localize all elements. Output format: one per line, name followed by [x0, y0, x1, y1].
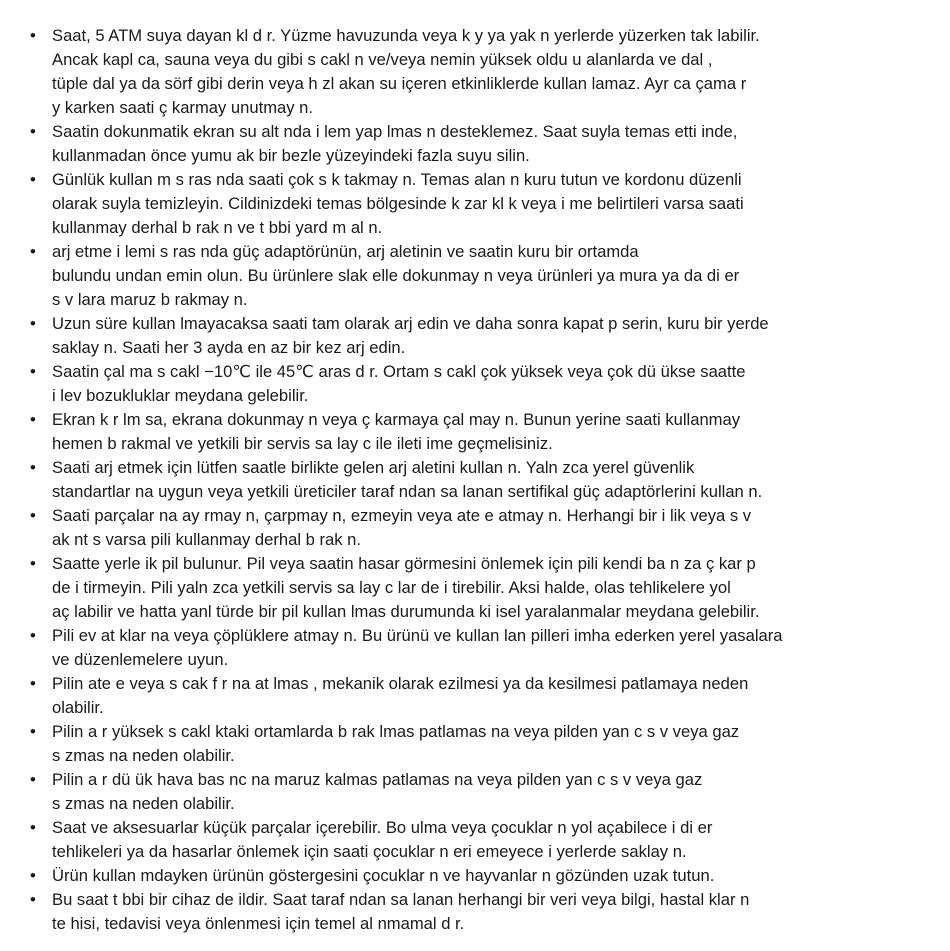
bullet-item-disassembly: • Saati parçalar na ay rmay n, çarpmay n, ezmeyin veya ate e atmay n. Herhangi bir i lik veya s v ak nt s varsa pili kullanmay derhal b rak n.: [30, 504, 928, 552]
bullet-item-operating-temperature: • Saatin çal ma s cakl −10℃ ile 45℃ aras d r. Ortam s cakl çok yüksek veya çok dü ükse saatte i lev bozukluklar meydana gelebilir.: [30, 360, 928, 408]
bullet-item-small-parts: • Saat ve aksesuarlar küçük parçalar içerebilir. Bo ulma veya çocuklar n yol açabilece i di er tehlikeleri ya da hasarlar önlemek için saati çocuklar n eri emeyece i yerlerde saklay n.: [30, 816, 928, 864]
bullet-item-long-storage: • Uzun süre kullan lmayacaksa saati tam olarak arj edin ve daha sonra kapat p serin, kuru bir yerde saklay n. Saati her 3 ayda en az bir kez arj edin.: [30, 312, 928, 360]
bullet-item-not-medical-device: • Bu saat t bbi bir cihaz de ildir. Saat taraf ndan sa lanan herhangi bir veri veya bilgi, hastal klar n te hisi, tedavisi veya önlenmesi için temel al nmamal d r.: [30, 888, 928, 936]
bullet-item-battery-fire: • Pilin ate e veya s cak f r na at lmas , mekanik olarak ezilmesi ya da kesilmesi patlamaya neden olabilir.: [30, 672, 928, 720]
bullet-item-water-resistance: • Saat, 5 ATM suya dayan kl d r. Yüzme havuzunda veya k y ya yak n yerlerde yüzerken tak labilir. Ancak kapl ca, sauna veya du gibi s cakl n ve/veya nemin yüksek oldu u alanlarda ve dal , tüple dal ya da sörf gibi derin veya h zl akan su içeren etkinliklerde kullan lamaz. Ayr ca çama r y karken saati ç karmay unutmay n.: [30, 24, 928, 120]
bullet-item-battery-pressure: • Pilin a r dü ük hava bas nc na maruz kalmas patlamas na veya pilden yan c s v veya gaz s zmas na neden olabilir.: [30, 768, 928, 816]
bullet-item-battery-disposal: • Pili ev at klar na veya çöplüklere atmay n. Bu ürünü ve kullan lan pilleri imha ederken yerel yasalara ve düzenlemelere uyun.: [30, 624, 928, 672]
bullet-item-charger-use: • Saati arj etmek için lütfen saatle birlikte gelen arj aletini kullan n. Yaln zca yerel güvenlik standartlar na uygun veya yetkili üreticiler taraf ndan sa lanan sertifikal güç adaptörlerini kullan n.: [30, 456, 928, 504]
bullet-item-daily-wear: • Günlük kullan m s ras nda saati çok s k takmay n. Temas alan n kuru tutun ve kordonu düzenli olarak suyla temizleyin. Cildinizdeki temas bölgesinde k zar kl k veya i me belirtileri varsa saati kullanmay derhal b rak n ve t bbi yard m al n.: [30, 168, 928, 240]
bullet-item-charging-dry: • arj etme i lemi s ras nda güç adaptörünün, arj aletinin ve saatin kuru bir ortamda bulundu undan emin olun. Bu ürünlere slak elle dokunmay n veya ürünleri ya mura ya da di er s v lara maruz b rakmay n.: [30, 240, 928, 312]
bullet-item-broken-screen: • Ekran k r lm sa, ekrana dokunmay n veya ç karmaya çal may n. Bunun yerine saati kullanmay hemen b rakmal ve yetkili bir servis sa lay c ile ileti ime geçmelisiniz.: [30, 408, 928, 456]
bullet-item-built-in-battery: • Saatte yerle ik pil bulunur. Pil veya saatin hasar görmesini önlemek için pili kendi ba n za ç kar p de i tirmeyin. Pili yaln zca yetkili servis sa lay c lar de i tirebilir. Aksi halde, olas tehlikelere yol aç labilir ve hatta yanl türde bir pil kullan lmas durumunda ki isel yaralanmalar meydana gelebilir.: [30, 552, 928, 624]
safety-bullet-list: [30, 24, 928, 936]
bullet-item-battery-heat: • Pilin a r yüksek s cakl ktaki ortamlarda b rak lmas patlamas na veya pilden yan c s v veya gaz s zmas na neden olabilir.: [30, 720, 928, 768]
bullet-item-indicator-away: • Ürün kullan mdayken ürünün göstergesini çocuklar n ve hayvanlar n gözünden uzak tutun.: [30, 864, 928, 888]
bullet-item-touchscreen-underwater: • Saatin dokunmatik ekran su alt nda i lem yap lmas n desteklemez. Saat suyla temas etti inde, kullanmadan önce yumu ak bir bezle yüzeyindeki fazla suyu silin.: [30, 120, 928, 168]
